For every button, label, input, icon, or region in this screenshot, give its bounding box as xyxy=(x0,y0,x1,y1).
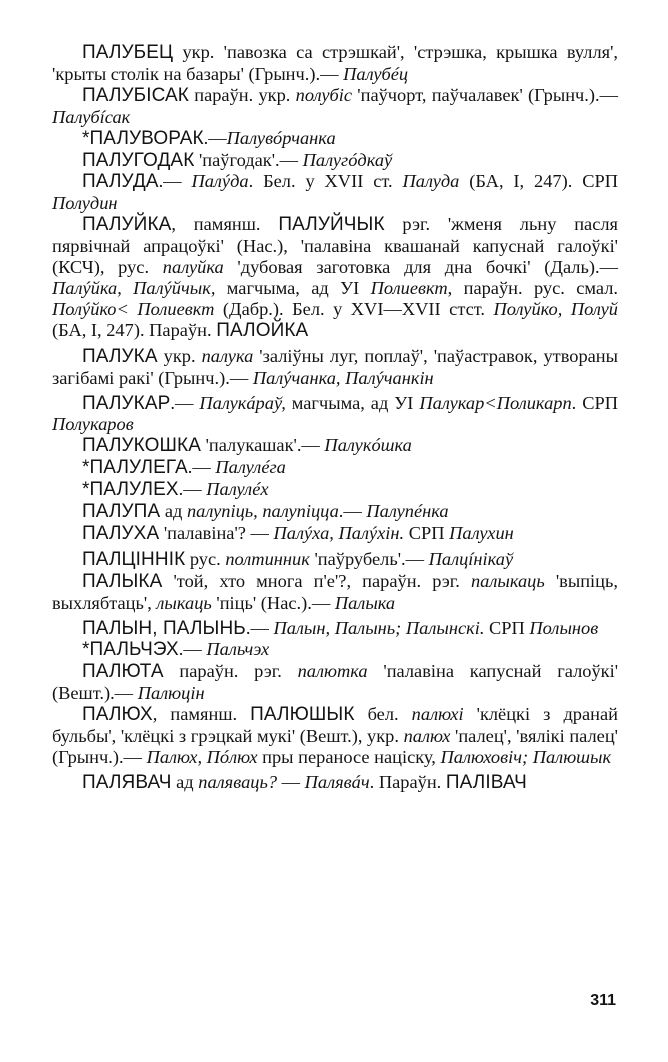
entry-text: .— xyxy=(187,457,216,478)
headword: ПАЛУКА xyxy=(82,345,158,367)
headword: *ПАЛУЛЕГА xyxy=(82,457,188,479)
entry-text: . Параўн. xyxy=(369,771,446,792)
entry-text: ад xyxy=(171,771,199,792)
entry-text: 'клёцкі з дранай бульбы', 'клёцкі з грэцкай мукі' (Вешт.), укр. xyxy=(52,704,619,747)
entry-text: 'палец', 'вялікі палец' (Грынч.).— xyxy=(52,726,618,767)
entry-text: 'палукашак'.— xyxy=(200,435,325,456)
entry-text: . Бел. у XVII ст. xyxy=(248,171,403,192)
italic-form: Палýха, Палýхін. xyxy=(273,522,405,543)
italic-form: палюх xyxy=(403,726,451,747)
headword: ПАЛЫН, ПАЛЫНЬ xyxy=(82,617,246,639)
italic-form: Полудин xyxy=(52,193,118,214)
dictionary-entry xyxy=(52,435,618,457)
headword: ПАЛУГОДАК xyxy=(82,149,195,171)
entry-text: ад xyxy=(160,501,187,522)
entry-text: .— xyxy=(158,171,192,192)
headword: ПАЛУБІСАК xyxy=(82,84,189,106)
italic-form: палыкаць xyxy=(470,570,545,591)
italic-form: Полиевкт xyxy=(370,277,448,298)
italic-form: Полýйко< Полиевкт xyxy=(52,298,215,319)
headword: ПАЛЮШЫК xyxy=(250,704,355,726)
entry-text: магчыма, ад УІ xyxy=(285,392,420,413)
entry-text: СРП xyxy=(484,617,530,638)
entry-text: укр. xyxy=(157,345,202,366)
headword: ПАЛЮТА xyxy=(82,661,164,683)
entry-text: (БА, I, 247). Параўн. xyxy=(52,319,217,340)
entry-text: 'паўрубель'.— xyxy=(309,548,429,569)
headword: ПАЛЮХ xyxy=(82,704,153,726)
entry-text: 'палавіна капуснай галоўкі' (Вешт.).— xyxy=(52,661,619,704)
italic-form: Палулéга xyxy=(215,457,286,478)
dictionary-entry xyxy=(52,42,618,85)
headword: ПАЛУБЕЦ xyxy=(82,42,174,63)
italic-form: Палухин xyxy=(449,522,514,543)
dictionary-entry xyxy=(52,639,618,661)
italic-form: Палукáраў, xyxy=(199,392,286,413)
entry-text: , памянш. xyxy=(171,214,279,235)
entry-text: 'заліўны луг, поплаў', 'паўастравок, утвораны загібамі ракі' (Грынч.).— xyxy=(52,345,618,388)
italic-form: палука xyxy=(201,345,254,366)
entry-text: .— xyxy=(203,127,227,148)
italic-form: Палыка xyxy=(334,592,396,613)
headword: *ПАЛУВОРАК xyxy=(82,127,204,149)
dictionary-entry xyxy=(52,549,618,571)
italic-form: Палувóрчанка xyxy=(226,127,336,148)
entry-text: .— xyxy=(170,392,200,413)
page-number: 311 xyxy=(590,992,616,1009)
italic-form: Палубíсак xyxy=(52,106,131,127)
dictionary-entry xyxy=(52,150,618,172)
italic-form: паляваць? xyxy=(198,771,278,792)
italic-form: Палупéнка xyxy=(366,501,449,522)
headword: ПАЛІВАЧ xyxy=(445,771,527,793)
entry-text: СРП xyxy=(404,522,450,543)
entry-text: . СРП xyxy=(571,392,618,413)
entry-text: .— xyxy=(178,479,207,500)
entry-text: бел. xyxy=(354,704,412,725)
dictionary-entry xyxy=(52,618,618,640)
italic-form: Палюцін xyxy=(137,683,205,704)
dictionary-entry xyxy=(52,128,618,150)
italic-form: палупіць, палупіцца xyxy=(186,501,339,522)
italic-form: Палýйка, Палýйчык, xyxy=(52,277,216,298)
entry-text: , параўн. рус. смал. xyxy=(447,277,618,298)
headword: ПАЛЦІННІК xyxy=(82,548,186,570)
dictionary-entry xyxy=(52,501,618,523)
dictionary-entry xyxy=(52,393,618,436)
entry-text: 'палавіна'? — xyxy=(159,522,274,543)
entry-text: укр. 'павозка са стрэшкай', 'стрэшка, крышка вулля', 'крыты столік на базары' (Грынч.).— xyxy=(52,42,618,84)
italic-form: Палýчанка, Палýчанкін xyxy=(252,367,434,388)
dictionary-entry xyxy=(52,523,618,545)
italic-form: лыкаць xyxy=(156,592,212,613)
entry-text: .— xyxy=(338,501,367,522)
dictionary-entry xyxy=(52,661,618,704)
dictionary-entry xyxy=(52,214,618,341)
entry-text: 'паўгодак'.— xyxy=(194,149,303,170)
dictionary-entry xyxy=(52,457,618,479)
entry-text: — xyxy=(277,771,305,792)
italic-form: Палуда xyxy=(402,171,460,192)
dictionary-entry xyxy=(52,704,618,768)
italic-form: Палукар<Поликарп xyxy=(419,392,572,413)
headword: ПАЛУДА xyxy=(82,171,159,193)
entry-list xyxy=(52,42,618,794)
headword: ПАЛУКАР xyxy=(82,392,171,414)
italic-form: палуйка xyxy=(162,257,224,278)
entry-text: (БА, I, 247). СРП xyxy=(459,171,618,192)
entry-text: 'паўчорт, паўчалавек' (Грынч.).— xyxy=(352,84,618,105)
headword: ПАЛУХА xyxy=(82,522,160,544)
entry-text: , памянш. xyxy=(152,704,251,725)
headword: ПАЛОЙКА xyxy=(216,319,309,341)
italic-form: полтинник xyxy=(225,548,310,569)
italic-form: Палявáч xyxy=(304,771,370,792)
headword: ПАЛУКОШКА xyxy=(82,435,201,457)
entry-text: магчыма, ад УІ xyxy=(215,277,371,298)
italic-form: Палулéх xyxy=(206,479,269,500)
entry-text: параўн. рэг. xyxy=(163,661,298,682)
italic-form: Палубéц xyxy=(343,63,409,84)
italic-form: Палюховіч; Палюшык xyxy=(440,747,612,767)
dictionary-entry xyxy=(52,346,618,389)
headword: ПАЛУПА xyxy=(82,501,161,523)
entry-text: параўн. укр. xyxy=(188,84,296,105)
italic-form: Полукаров xyxy=(52,414,134,435)
dictionary-entry xyxy=(52,571,618,614)
italic-form: Полынов xyxy=(529,617,599,638)
italic-form: Палукóшка xyxy=(324,435,412,456)
entry-text: .— xyxy=(245,617,274,638)
italic-form: полубіс xyxy=(295,84,353,105)
entry-text: пры пераносе націску, xyxy=(257,747,441,767)
italic-form: Палцíнікаў xyxy=(428,548,514,569)
headword: ПАЛУЙКА xyxy=(82,214,172,236)
headword: *ПАЛУЛЕХ xyxy=(82,479,179,501)
italic-form: Палýда xyxy=(191,171,249,192)
entry-text: 'піць' (Нас.).— xyxy=(211,592,335,613)
dictionary-entry xyxy=(52,171,618,214)
dictionary-entry xyxy=(52,85,618,128)
italic-form: Пальчэх xyxy=(206,639,270,660)
italic-form: палютка xyxy=(297,661,368,682)
entry-text: .— xyxy=(178,639,207,660)
italic-form: Палугóдкаў xyxy=(302,149,393,170)
entry-text: 'выпіць, выхлябтаць', xyxy=(52,570,618,613)
entry-text: рэг. 'жменя льну пасля пярвічнай апрацоўкі' (Нас.), 'палавіна квашанай капуснай галоўкі' (КСЧ), рус. xyxy=(52,214,619,278)
italic-form: палюхі xyxy=(411,704,464,725)
dictionary-entry xyxy=(52,772,618,794)
headword: ПАЛЫКА xyxy=(82,570,163,592)
headword: ПАЛУЙЧЫК xyxy=(278,214,385,236)
italic-form: Палюх, Пóлюх xyxy=(146,747,258,767)
entry-text: рус. xyxy=(185,548,226,569)
entry-text: 'той, хто многа п'е'?, параўн. рэг. xyxy=(162,570,471,591)
entry-text: (Дабр.). Бел. у XVI—XVII стст. xyxy=(214,298,494,319)
headword: *ПАЛЬЧЭХ xyxy=(82,639,179,661)
dictionary-entry xyxy=(52,479,618,501)
headword: ПАЛЯВАЧ xyxy=(82,771,172,793)
italic-form: Палын, Палынь; Палынскі. xyxy=(273,617,485,638)
entry-text: 'дубовая заготовка для дна бочкі' (Даль).— xyxy=(223,257,618,278)
italic-form: Полуйко, Полуй xyxy=(493,298,618,319)
